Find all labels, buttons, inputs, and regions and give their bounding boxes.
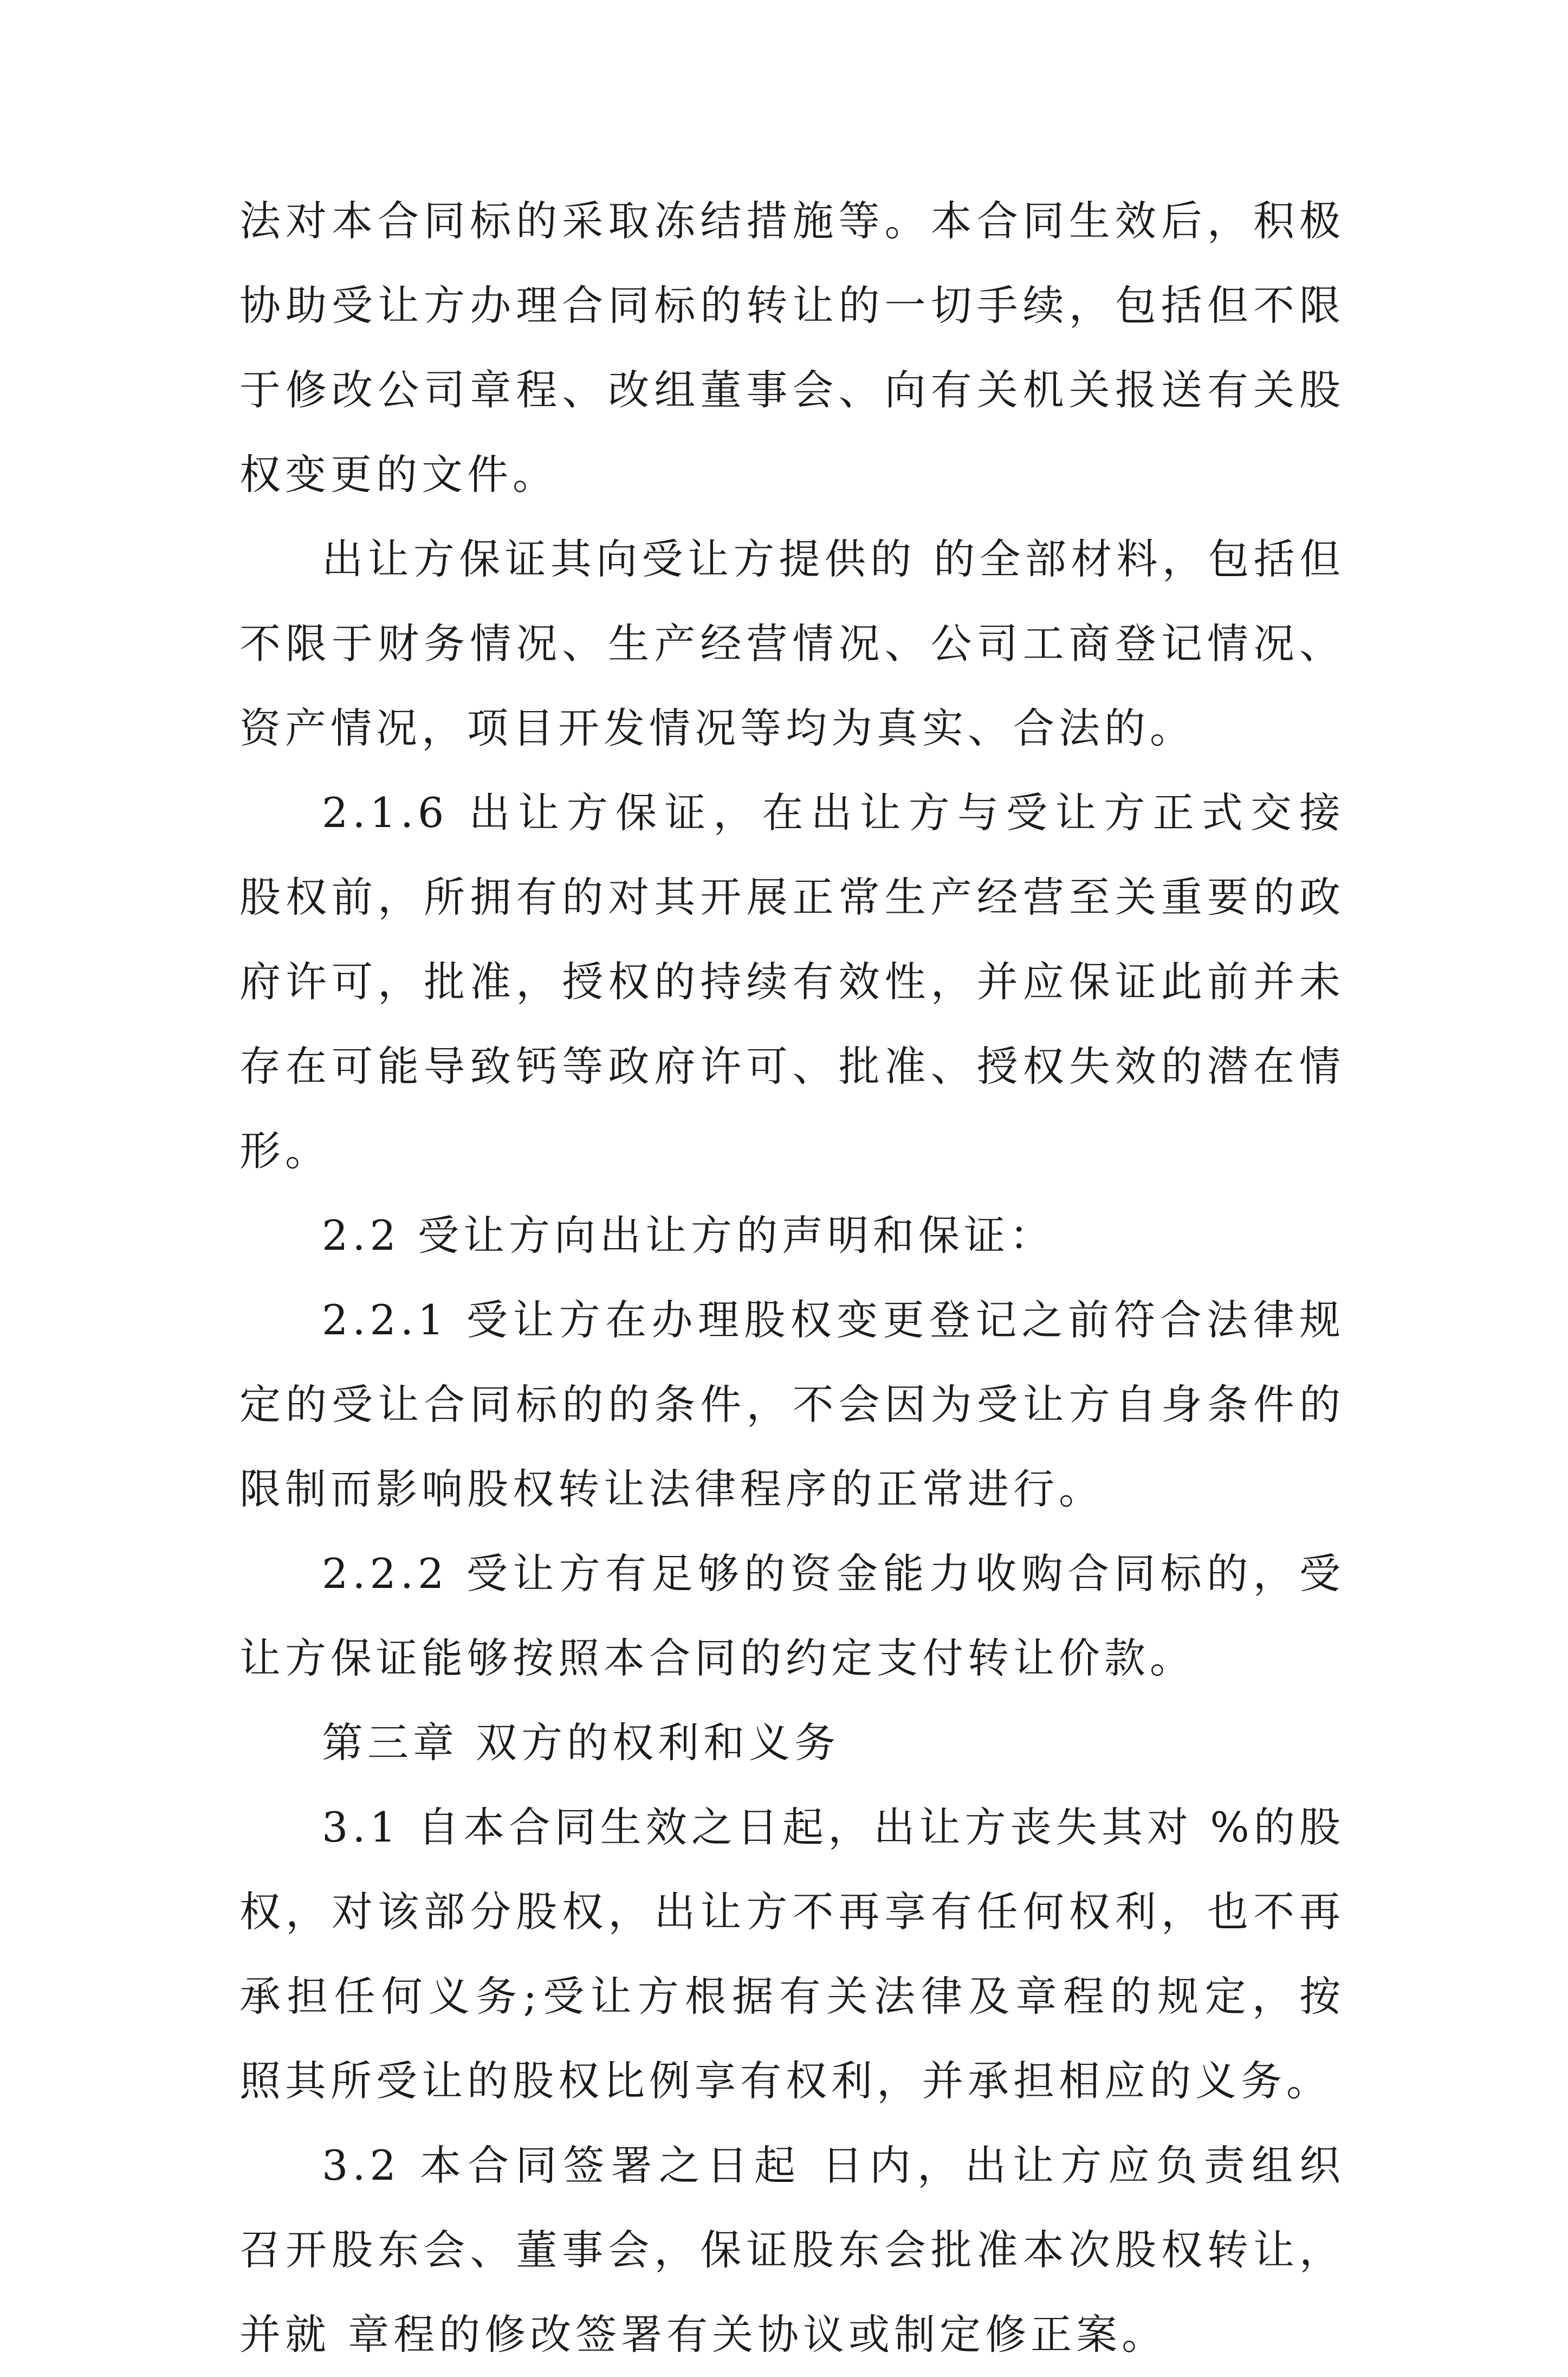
clause-2-2-2: 2.2.2 受让方有足够的资金能力收购合同标的，受让方保证能够按照本合同的约定支付转让价款。 (239, 1549, 1345, 1682)
chapter-3-heading: 第三章 双方的权利和义务 (322, 1719, 840, 1767)
paragraph: 法对本合同标的采取冻结措施等。本合同生效后，积极协助受让方办理合同标的转让的一切手续，包括但不限于修改公司章程、改组董事会、向有关机关报送有关股权变更的文件。 (239, 197, 1345, 499)
clause-3-1: 3.1 自本合同生效之日起，出让方丧失其对 %的股权，对该部分股权，出让方不再享有任何权利，也不再承担任何义务;受让方根据有关法律及章程的规定，按照其所受让的股权比例享有权利，并承担相应的义务。 (239, 1803, 1345, 2105)
clause-2-1-6: 2.1.6 出让方保证，在出让方与受让方正式交接 股权前，所拥有的对其开展正常生产经营至关重要的政府许可，批准，授权的持续有效性，并应保证此前并未存在可能导致钙等政府许可、批准、授权失效的潜在情形。 (239, 789, 1363, 1175)
clause-2-2-heading: 2.2 受让方向出让方的声明和保证： (322, 1211, 1055, 1259)
clause-3-2: 3.2 本合同签署之日起 日内，出让方应负责组织召开股东会、董事会，保证股东会批准本次股权转让，并就 章程的修改签署有关协议或制定修正案。 (239, 2141, 1345, 2359)
clause-2-2-1: 2.2.1 受让方在办理股权变更登记之前符合法律规定的受让合同标的的条件，不会因为受让方自身条件的限制而影响股权转让法律程序的正常进行。 (239, 1296, 1345, 1513)
paragraph: 出让方保证其向受让方提供的 的全部材料，包括但不限于财务情况、生产经营情况、公司工商登记情况、资产情况，项目开发情况等均为真实、合法的。 (239, 535, 1345, 752)
document-body (239, 179, 1363, 2377)
